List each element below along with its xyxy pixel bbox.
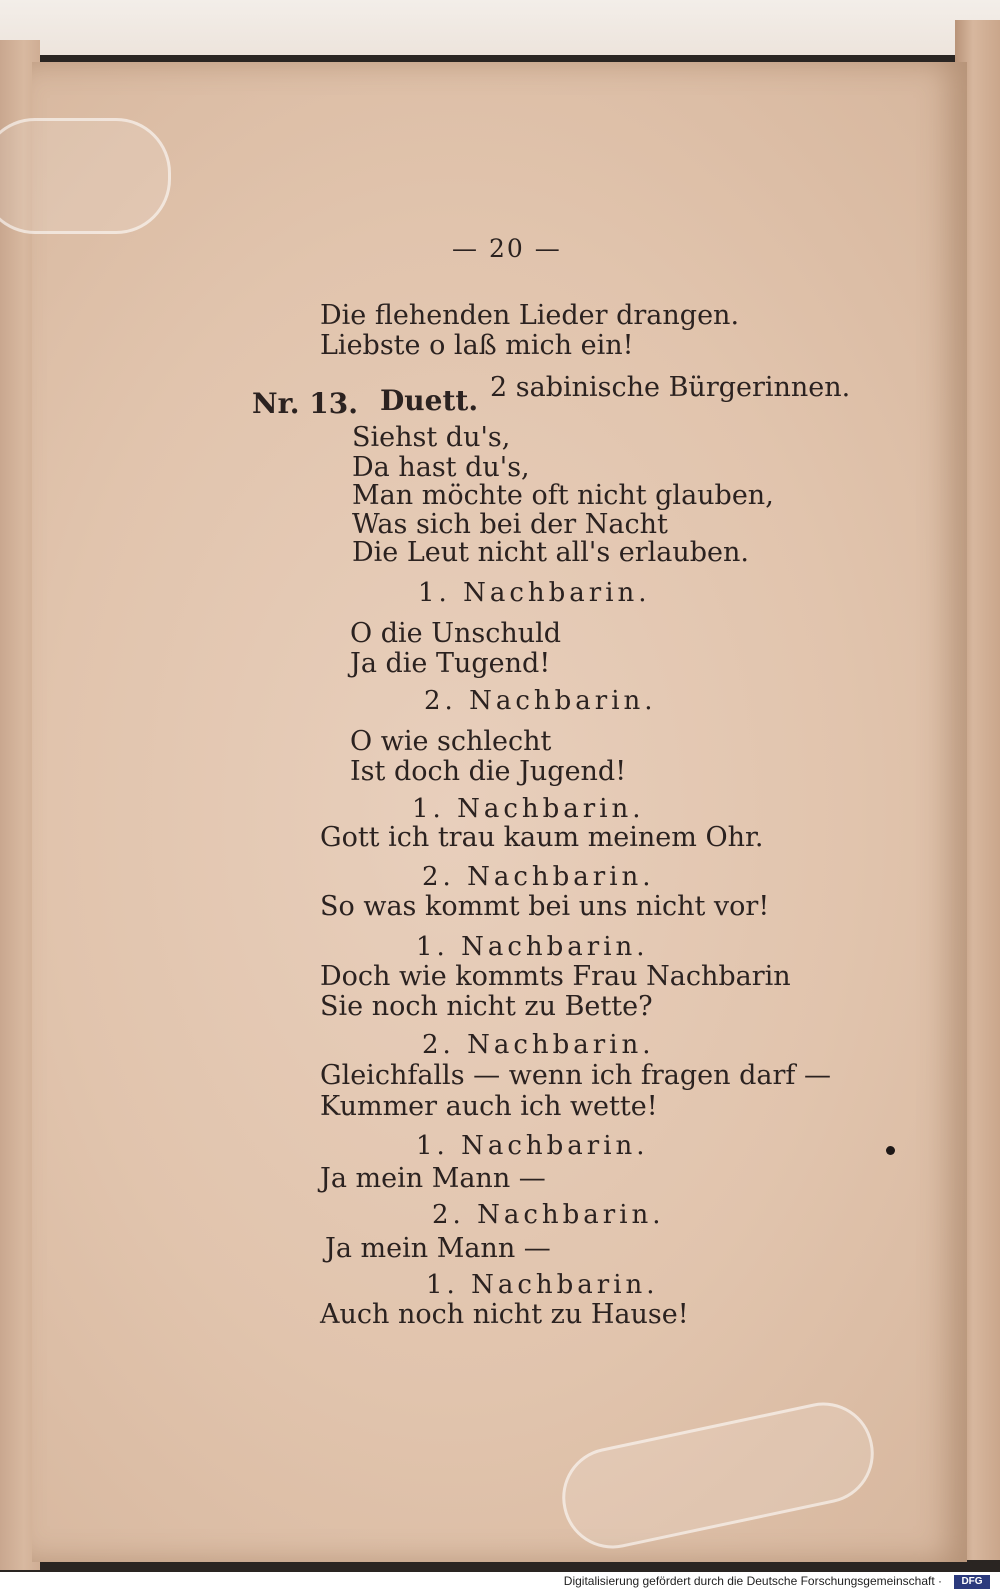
dialogue-line: Gott ich trau kaum meinem Ohr. <box>320 822 764 853</box>
dfg-logo: DFG <box>954 1575 990 1589</box>
intro-line-1: Die flehenden Lieder drangen. <box>320 300 740 331</box>
dialogue-line: O die Unschuld <box>350 618 562 649</box>
stanza-line-1: Siehst du's, <box>352 422 511 453</box>
speaker-label: 2. Nachbarin. <box>424 686 657 716</box>
stanza-line-4: Was sich bei der Nacht <box>352 509 668 540</box>
dialogue-line: Sie noch nicht zu Bette? <box>320 991 653 1022</box>
stanza-line-2: Da hast du's, <box>352 452 530 483</box>
footer-bar <box>0 1572 1000 1593</box>
dialogue-line: Ja die Tugend! <box>350 648 551 679</box>
speaker-label: 1. Nachbarin. <box>426 1270 659 1300</box>
dialogue-line: Ist doch die Jugend! <box>350 756 627 787</box>
stanza-line-5: Die Leut nicht all's erlauben. <box>352 537 750 568</box>
scan-background-top <box>0 0 1000 55</box>
dialogue-line: So was kommt bei uns nicht vor! <box>320 891 770 922</box>
speaker-label: 2. Nachbarin. <box>432 1200 665 1230</box>
speaker-label: 1. Nachbarin. <box>416 932 649 962</box>
speaker-label: 2. Nachbarin. <box>422 1030 655 1060</box>
dialogue-line: Doch wie kommts Frau Nachbarin <box>320 961 791 992</box>
dialogue-line: Auch noch nicht zu Hause! <box>320 1299 689 1330</box>
heading-number: Nr. 13. <box>252 387 358 420</box>
page-clip-top <box>0 118 171 234</box>
heading-kind: Duett. <box>380 384 479 417</box>
heading-title: 2 sabinische Bürgerinnen. <box>490 372 851 403</box>
dialogue-line: Ja mein Mann — <box>325 1233 551 1264</box>
speaker-label: 2. Nachbarin. <box>422 862 655 892</box>
dialogue-line: Ja mein Mann — <box>320 1163 546 1194</box>
footer-credit: Digitalisierung gefördert durch die Deutsche Forschungsgemeinschaft · <box>563 1574 942 1588</box>
stanza-line-3: Man möchte oft nicht glauben, <box>352 480 774 511</box>
ink-spot <box>886 1146 895 1155</box>
speaker-label: 1. Nachbarin. <box>418 578 651 608</box>
intro-line-2: Liebste o laß mich ein! <box>320 330 634 361</box>
speaker-label: 1. Nachbarin. <box>412 794 645 824</box>
page-number: — 20 — <box>452 234 562 263</box>
dialogue-line: Kummer auch ich wette! <box>320 1091 658 1122</box>
dialogue-line: O wie schlecht <box>350 726 552 757</box>
speaker-label: 1. Nachbarin. <box>416 1131 649 1161</box>
dialogue-line: Gleichfalls — wenn ich fragen darf — <box>320 1060 831 1091</box>
